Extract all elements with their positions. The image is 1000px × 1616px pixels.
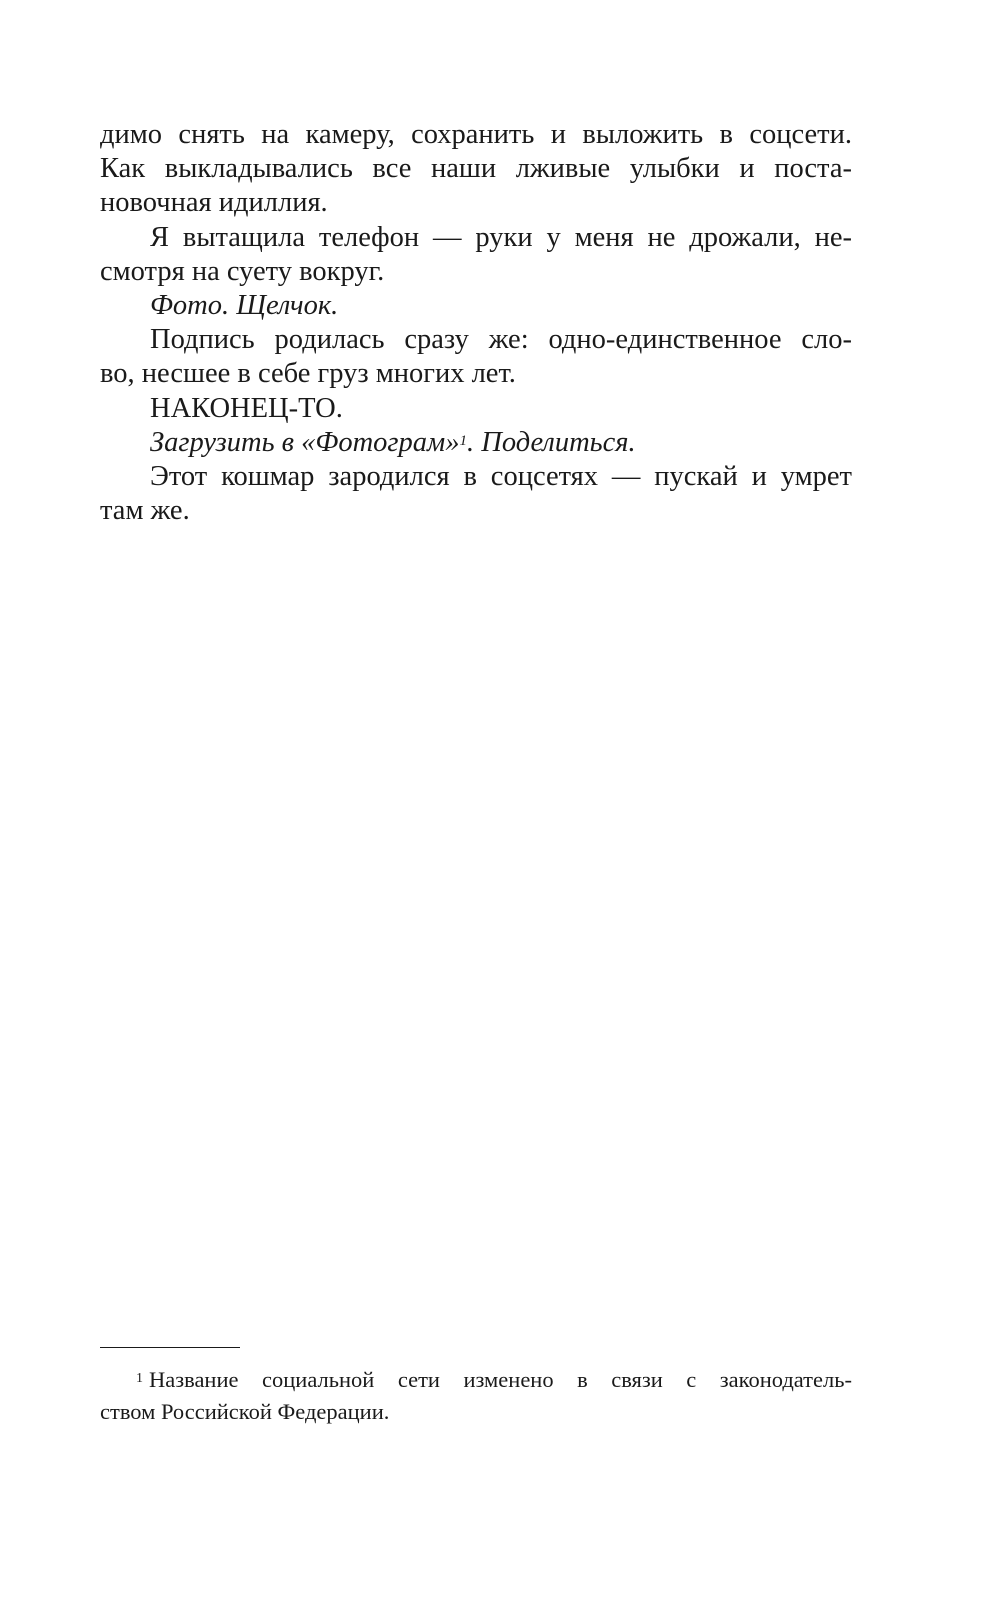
text-line: там же.: [100, 495, 190, 527]
upload-text: Загрузить в «Фотограм»: [150, 426, 460, 458]
italic-line: [100, 426, 852, 460]
text-line: димо снять на камеру, сохранить и выложить в соцсети.: [100, 119, 852, 150]
footnote-line: [100, 1364, 852, 1396]
text-line: Я вытащила телефон — руки у меня не дрожали, не-: [150, 221, 852, 253]
text-line: во, несшее в себе груз многих лет.: [100, 358, 516, 390]
share-text: . Поделиться.: [466, 426, 636, 458]
text-line: Этот кошмар зародился в соцсетях — пускай и умрет: [150, 461, 852, 493]
text-line: Подпись родилась сразу же: одно-единственное сло-: [150, 324, 852, 356]
text-line: НАКОНЕЦ-ТО.: [150, 392, 343, 424]
footnote-reference: 1: [459, 432, 467, 449]
footnote-line: ством Российской Федерации.: [100, 1399, 390, 1424]
footnote: [100, 1364, 852, 1428]
footnote-divider: [100, 1347, 240, 1348]
footnote-number: 1: [136, 1371, 143, 1386]
footnote-text: Название социальной сети изменено в связи с законодатель-: [149, 1367, 852, 1392]
main-text: [100, 118, 852, 528]
text-line: смотря на суету вокруг.: [100, 255, 385, 287]
text-line: Как выкладывались все наши лживые улыбки и поста-: [100, 153, 852, 185]
italic-line: Фото. Щелчок.: [150, 290, 339, 322]
text-line: новочная идиллия.: [100, 187, 328, 219]
